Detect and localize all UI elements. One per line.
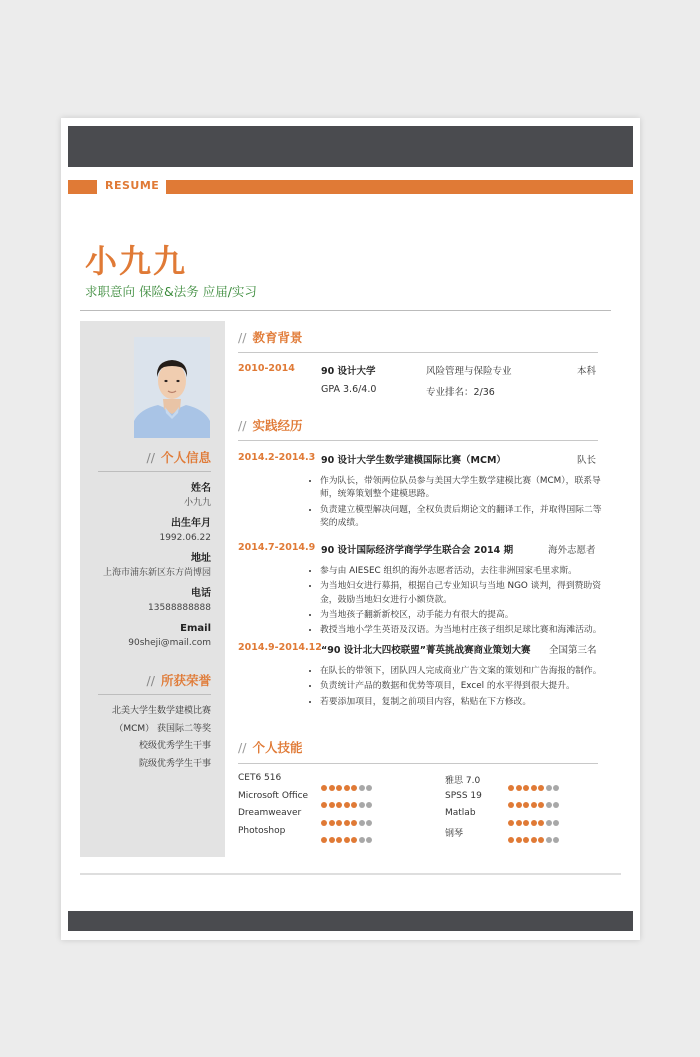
skill-dot-filled	[516, 837, 522, 843]
skill-dot-filled	[531, 820, 537, 826]
skill-dot-empty	[546, 802, 552, 808]
skill-dot-filled	[329, 802, 335, 808]
skill-dot-filled	[531, 802, 537, 808]
skill-dot-empty	[553, 820, 559, 826]
practice-title: 90 设计大学生数学建模国际比赛（MCM）	[321, 455, 506, 466]
bullet-item: • 教授当地小学生英语及汉语。为当地村庄孩子组织足球比赛和海滩活动。	[320, 624, 610, 637]
skill-dot-filled	[523, 820, 529, 826]
skills-heading: // 个人技能	[238, 740, 303, 755]
skill-dot-filled	[523, 837, 529, 843]
skill-name: Dreamweaver	[238, 808, 302, 818]
education-rank: 专业排名：2/36	[426, 387, 495, 398]
practice-title: “90 设计北大四校联盟”菁英挑战赛商业策划大赛	[321, 645, 531, 656]
skill-dot-empty	[359, 802, 365, 808]
honors-heading: // 所获荣誉	[146, 673, 211, 688]
skill-level-dots	[321, 811, 374, 818]
skill-dot-empty	[366, 802, 372, 808]
skill-dot-filled	[344, 837, 350, 843]
skill-dot-filled	[508, 837, 514, 843]
practice-title: 90 设计国际经济学商学学生联合会 2014 期	[321, 545, 514, 556]
practice-date: 2014.9-2014.12	[238, 642, 322, 653]
skill-dot-empty	[553, 837, 559, 843]
honors-divider	[98, 694, 211, 695]
skill-dot-filled	[344, 785, 350, 791]
skill-dot-filled	[508, 820, 514, 826]
practice-date: 2014.7-2014.9	[238, 542, 316, 553]
skill-dot-filled	[508, 785, 514, 791]
skill-dot-filled	[538, 837, 544, 843]
skill-dot-empty	[359, 820, 365, 826]
skill-dot-filled	[531, 785, 537, 791]
resume-banner	[68, 180, 633, 194]
resume-page	[61, 118, 640, 940]
education-date: 2010-2014	[238, 363, 295, 374]
skill-level-dots	[321, 776, 374, 783]
skill-dot-filled	[351, 820, 357, 826]
skill-level-dots	[508, 811, 561, 818]
bullet-item: • 负责建立模型解决问题，全权负责后期论文的翻译工作，并取得国际二等奖的成绩。	[320, 504, 610, 531]
skill-dot-filled	[329, 820, 335, 826]
honors-list	[112, 703, 211, 773]
skill-dot-empty	[366, 820, 372, 826]
info-phone: 电话 13588888888	[148, 588, 211, 613]
sidebar	[80, 321, 225, 857]
skill-name: Photoshop	[238, 825, 286, 836]
personal-info-heading: // 个人信息	[146, 450, 211, 465]
practice-bullets	[309, 475, 610, 532]
skill-dot-empty	[366, 837, 372, 843]
bullet-item: • 负责统计产品的数据和优势等项目，Excel 的水平得到很大提升。	[320, 680, 610, 693]
skill-dot-empty	[359, 837, 365, 843]
skill-level-dots	[508, 793, 561, 800]
skill-dot-filled	[351, 837, 357, 843]
skill-dot-filled	[321, 802, 327, 808]
honor-item: 校级优秀学生干事	[138, 741, 211, 751]
skill-dot-filled	[351, 785, 357, 791]
education-heading: // 教育背景	[238, 330, 303, 345]
bullet-item: • 为当地孩子翻新新校区，动手能力有很大的提高。	[320, 609, 610, 622]
skill-name: Matlab	[445, 808, 476, 818]
practice-bullets	[309, 565, 610, 639]
practice-heading: // 实践经历	[238, 418, 303, 433]
profile-photo	[134, 337, 210, 438]
skill-dot-filled	[531, 837, 537, 843]
skill-dot-filled	[344, 802, 350, 808]
skill-dot-filled	[523, 785, 529, 791]
practice-role: 队长	[577, 455, 597, 466]
education-major: 风险管理与保险专业	[426, 366, 512, 377]
honor-item: 院级优秀学生干事	[138, 758, 211, 769]
top-dark-bar	[68, 126, 633, 167]
skill-dot-filled	[508, 802, 514, 808]
bullet-item: • 若要添加项目，复制之前项目内容，粘贴在下方修改。	[320, 696, 610, 709]
footer-divider	[80, 873, 621, 875]
skill-dot-empty	[546, 785, 552, 791]
skill-dot-filled	[321, 785, 327, 791]
practice-date: 2014.2-2014.3	[238, 452, 316, 463]
skill-dot-filled	[336, 785, 342, 791]
bottom-dark-bar	[68, 911, 633, 931]
education-school: 90 设计大学	[321, 366, 376, 377]
skill-dot-filled	[351, 802, 357, 808]
practice-bullets	[309, 665, 610, 711]
person-name: 小九九	[85, 242, 188, 280]
skill-dot-filled	[516, 802, 522, 808]
skill-level-dots	[508, 828, 561, 835]
skill-name: 雅思 7.0	[445, 776, 481, 786]
skill-dot-filled	[336, 820, 342, 826]
bullet-item: • 在队长的带领下，团队四人完成商业广告文案的策划和广告海报的制作。	[320, 665, 610, 678]
skill-dot-filled	[516, 785, 522, 791]
honor-item: 北美大学生数学建模比赛	[111, 706, 211, 716]
skill-name: Microsoft Office	[238, 790, 309, 801]
info-email: Email 90sheji@mail.com	[128, 623, 211, 648]
skill-dot-filled	[321, 837, 327, 843]
skill-dot-empty	[359, 785, 365, 791]
skill-dot-empty	[546, 820, 552, 826]
header-divider	[80, 310, 611, 311]
info-birthdate: 出生年月 1992.06.22	[159, 518, 211, 543]
banner-left-block	[68, 180, 97, 194]
personal-info-divider	[98, 471, 211, 472]
skill-level-dots	[321, 793, 374, 800]
skill-dot-empty	[553, 785, 559, 791]
skill-name: 钢琴	[445, 828, 464, 839]
skill-dot-filled	[329, 785, 335, 791]
skills-divider	[238, 763, 598, 764]
skill-dot-filled	[538, 820, 544, 826]
education-degree: 本科	[577, 366, 597, 377]
skill-dot-filled	[329, 837, 335, 843]
skill-dot-filled	[516, 820, 522, 826]
skill-dot-filled	[523, 802, 529, 808]
education-gpa: GPA 3.6/4.0	[321, 384, 377, 395]
bullet-item: • 为当地妇女进行募捐，根据自己专业知识与当地 NGO 谈判，得到赞助资金，鼓励当地妇女进行小额贷款。	[320, 580, 610, 607]
skill-dot-filled	[538, 785, 544, 791]
info-address: 地址 上海市浦东新区东方尚博园	[102, 553, 211, 578]
practice-divider	[238, 440, 598, 441]
skill-dot-filled	[321, 820, 327, 826]
banner-right-bar	[166, 180, 633, 194]
practice-role: 海外志愿者	[548, 545, 596, 556]
job-intent: 求职意向 保险&法务 应届/实习	[85, 284, 257, 299]
skill-dot-filled	[538, 802, 544, 808]
skill-dot-empty	[366, 785, 372, 791]
skill-dot-empty	[553, 802, 559, 808]
bullet-item: • 作为队长，带领两位队员参与美国大学生数学建模比赛（MCM），联系导师，统筹策划整个建模思路。	[320, 475, 610, 502]
honor-item: （MCM） 获国际二等奖	[114, 723, 211, 734]
skill-level-dots	[321, 828, 374, 835]
resume-label: RESUME	[105, 179, 160, 192]
skill-dot-filled	[336, 837, 342, 843]
education-divider	[238, 352, 598, 353]
skill-name: SPSS 19	[445, 790, 482, 801]
skill-level-dots	[508, 776, 561, 783]
practice-role: 全国第三名	[549, 645, 597, 656]
skill-name: CET6 516	[238, 773, 282, 783]
skill-dot-filled	[344, 820, 350, 826]
skill-dot-filled	[336, 802, 342, 808]
bullet-item: • 参与由 AIESEC 组织的海外志愿者活动，去往非洲国家毛里求斯。	[320, 565, 610, 578]
skill-dot-empty	[546, 837, 552, 843]
info-name: 姓名 小九九	[183, 483, 211, 508]
